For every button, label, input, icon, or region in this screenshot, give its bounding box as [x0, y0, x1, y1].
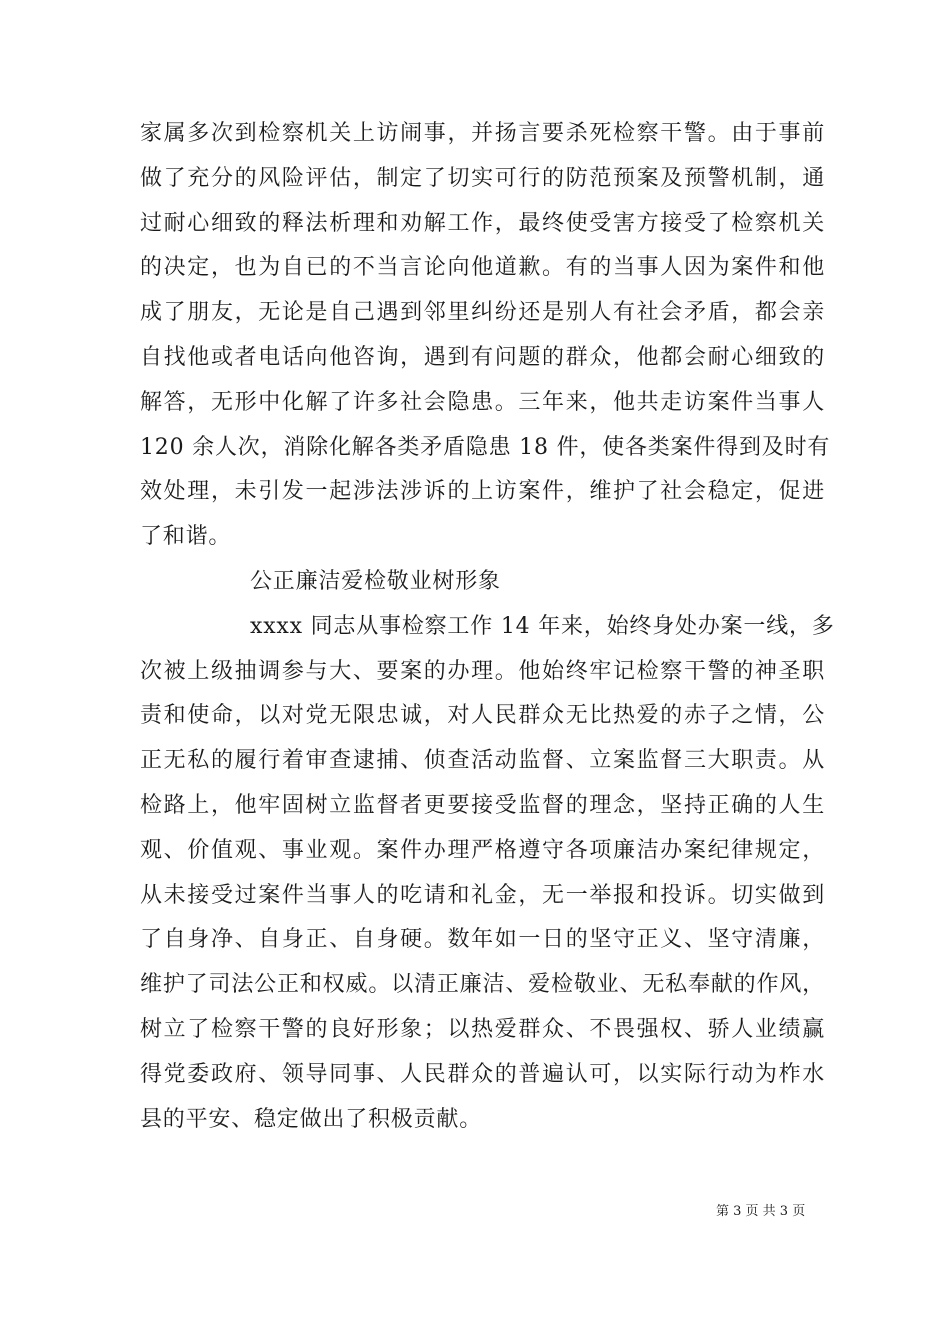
paragraph-line: 家属多次到检察机关上访闹事，并扬言要杀死检察干警。由于事前	[140, 121, 825, 146]
paragraph-line: 维护了司法公正和权威。以清正廉洁、爱检敬业、无私奉献的作风，	[140, 972, 825, 998]
paragraph-line: 正无私的履行着审查逮捕、侦查活动监督、立案监督三大职责。从	[140, 748, 825, 774]
paragraph-line: 做了充分的风险评估，制定了切实可行的防范预案及预警机制，通	[140, 165, 825, 191]
paragraph-1	[140, 112, 831, 560]
paragraph-line: 树立了检察干警的良好形象；以热爱群众、不畏强权、骄人业绩赢	[140, 1016, 825, 1042]
document-body	[140, 112, 835, 1142]
page-number: 第 3 页 共 3 页	[716, 1204, 806, 1219]
paragraph-line: 效处理，未引发一起涉法涉诉的上访案件，维护了社会稳定，促进	[140, 479, 825, 505]
paragraph-line: 次被上级抽调参与大、要案的办理。他始终牢记检察干警的神圣职	[140, 658, 825, 684]
paragraph-line: 观、价值观、事业观。案件办理严格遵守各项廉洁办案纪律规定，	[140, 837, 825, 863]
paragraph-line: 过耐心细致的释法析理和劝解工作，最终使受害方接受了检察机关	[140, 210, 825, 236]
paragraph-line: xxxx 同志从事检察工作 14 年来，始终身处办案一线，多	[250, 613, 835, 639]
paragraph-line: 了自身净、自身正、自身硬。数年如一日的坚守正义、坚守清廉，	[140, 927, 825, 953]
paragraph-line: 了和谐。	[140, 524, 232, 550]
paragraph-line: 检路上，他牢固树立监督者更要接受监督的理念，坚持正确的人生	[140, 792, 825, 818]
section-heading: 公正廉洁爱检敬业树形象	[250, 568, 501, 594]
paragraph-line: 解答，无形中化解了许多社会隐患。三年来，他共走访案件当事人	[140, 389, 825, 415]
paragraph-line: 成了朋友，无论是自己遇到邻里纠纷还是别人有社会矛盾，都会亲	[140, 300, 825, 326]
paragraph-line: 自找他或者电话向他咨询，遇到有问题的群众，他都会耐心细致的	[140, 344, 825, 370]
paragraph-line: 从未接受过案件当事人的吃请和礼金，无一举报和投诉。切实做到	[140, 882, 825, 908]
paragraph-line: 县的平安、稳定做出了积极贡献。	[140, 1106, 483, 1132]
paragraph-line: 120 余人次，消除化解各类矛盾隐患 18 件，使各类案件得到及时有	[140, 434, 831, 460]
paragraph-line: 得党委政府、领导同事、人民群众的普遍认可，以实际行动为柞水	[140, 1061, 825, 1087]
paragraph-2	[140, 605, 835, 1143]
paragraph-line: 责和使命，以对党无限忠诚，对人民群众无比热爱的赤子之情，公	[140, 703, 825, 729]
paragraph-line: 的决定，也为自已的不当言论向他道歉。有的当事人因为案件和他	[140, 255, 825, 281]
